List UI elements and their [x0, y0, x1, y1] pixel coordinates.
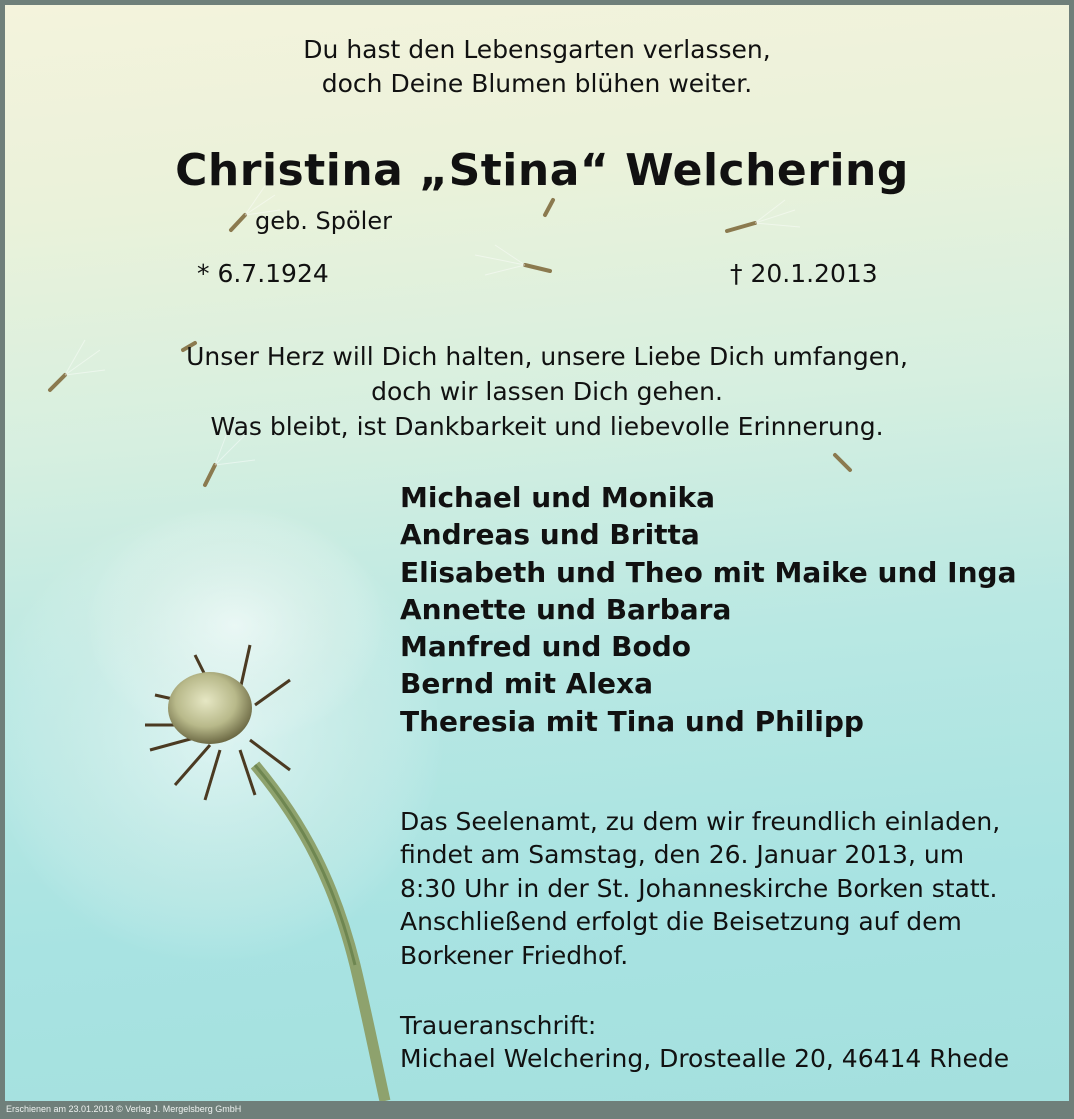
service-line: 8:30 Uhr in der St. Johanneskirche Borken statt. — [400, 873, 998, 903]
motto-line: Du hast den Lebensgarten verlassen, — [303, 35, 771, 64]
motto-line: doch Deine Blumen blühen weiter. — [321, 69, 753, 98]
address-line: Michael Welchering, Drostealle 20, 46414 Rhede — [400, 1044, 1010, 1074]
service-line: Borkener Friedhof. — [400, 940, 629, 970]
mourning-address — [400, 1009, 1009, 1076]
family-member: Theresia mit Tina und Philipp — [400, 704, 864, 738]
publication-footer: Erschienen am 23.01.2013 © Verlag J. Mergelsberg GmbH — [6, 1104, 242, 1114]
family-member: Manfred und Bodo — [400, 630, 691, 664]
family-member: Bernd mit Alexa — [400, 667, 653, 701]
service-line: Das Seelenamt, zu dem wir freundlich einladen, — [400, 807, 1001, 836]
obituary-card — [5, 5, 1069, 1101]
family-list — [400, 479, 1016, 740]
maiden-name: geb. Spöler — [255, 207, 392, 235]
family-member: Annette und Barbara — [400, 592, 732, 626]
verse-line: Unser Herz will Dich halten, unsere Liebe Dich umfangen, — [186, 342, 908, 371]
deceased-name: Christina „Stina“ Welchering — [175, 145, 909, 196]
death-date: † 20.1.2013 — [730, 259, 878, 288]
birth-date: * 6.7.1924 — [197, 259, 329, 288]
family-member: Andreas und Britta — [400, 518, 700, 552]
family-member: Elisabeth und Theo mit Maike und Inga — [400, 555, 1017, 589]
verse-line: Was bleibt, ist Dankbarkeit und liebevolle Erinnerung. — [210, 412, 884, 441]
address-label: Traueranschrift: — [400, 1011, 597, 1040]
motto — [5, 33, 1069, 101]
family-member: Michael und Monika — [400, 481, 716, 514]
service-line: Anschließend erfolgt die Beisetzung auf dem — [400, 907, 962, 937]
service-notice — [400, 805, 1000, 972]
service-line: findet am Samstag, den 26. Januar 2013, um — [400, 840, 965, 870]
verse-line: doch wir lassen Dich gehen. — [371, 377, 723, 406]
verse — [5, 339, 1069, 444]
